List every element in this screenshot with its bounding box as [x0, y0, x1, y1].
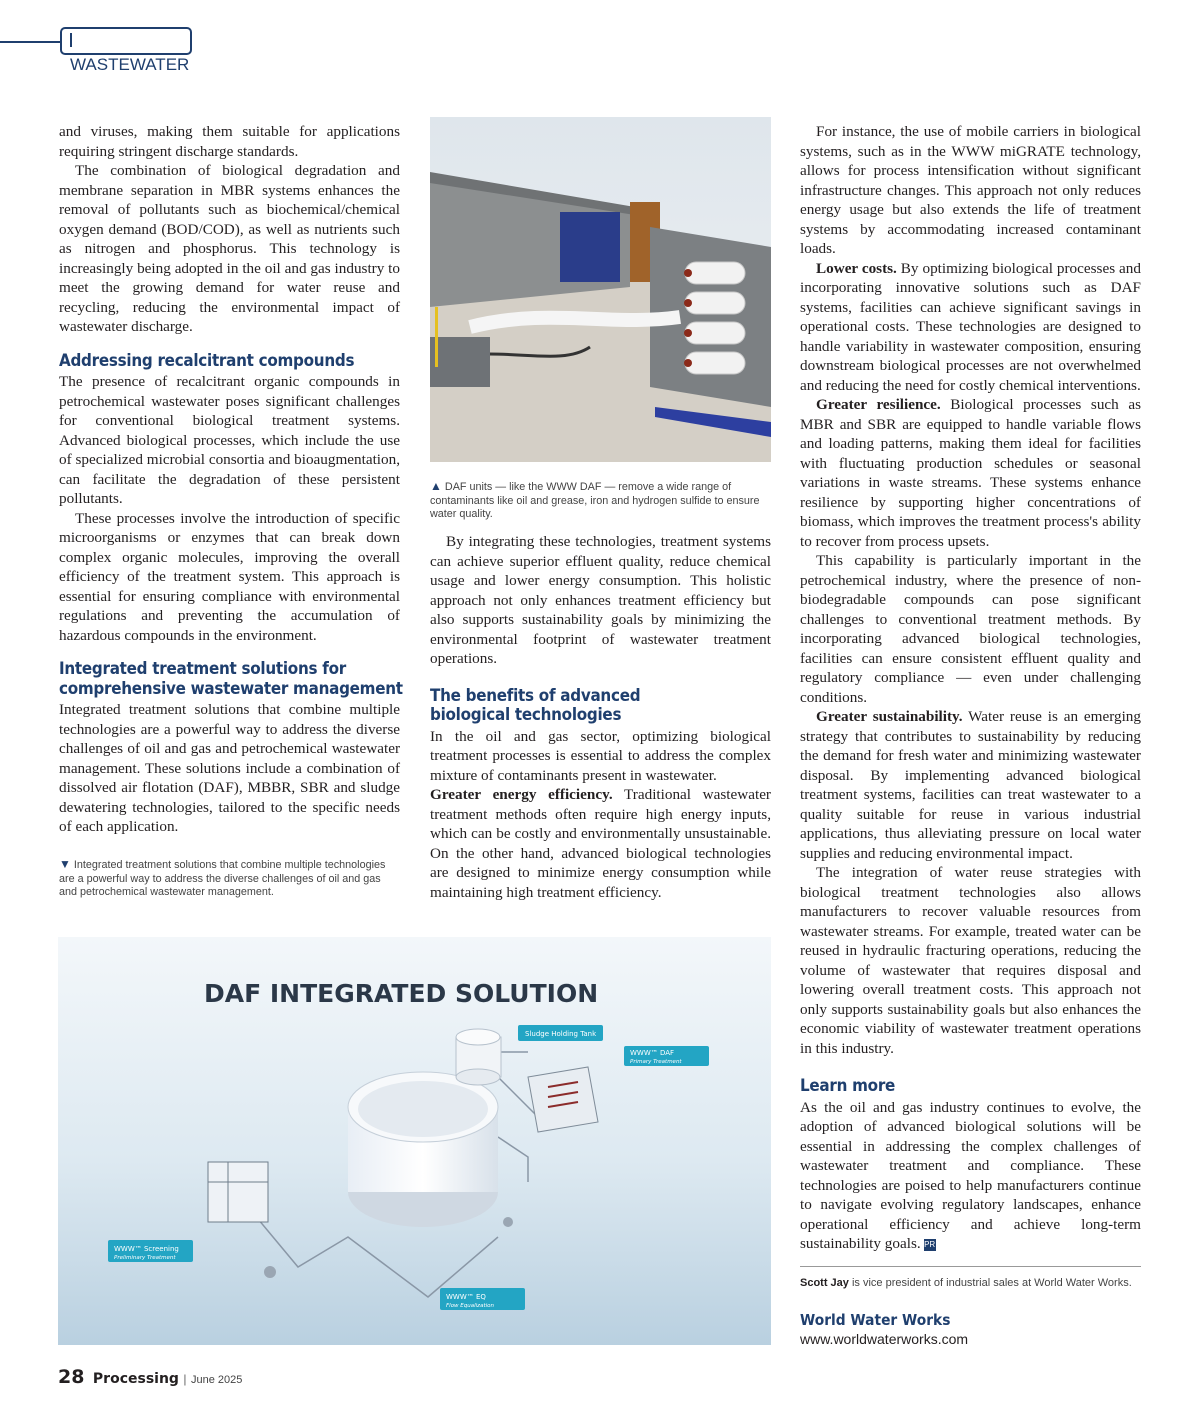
label-eq-name: WWW™ EQ	[446, 1293, 486, 1301]
heading-line: Integrated treatment solutions for	[59, 659, 346, 678]
bio-rule	[800, 1266, 1141, 1267]
pr-logo-icon: PR	[924, 1239, 936, 1249]
section-tag-bar	[70, 33, 72, 47]
section-label: WASTEWATER	[70, 55, 190, 74]
label-screening	[108, 1240, 193, 1262]
label-daf-sub: Primary Treatment	[630, 1059, 682, 1065]
col3-paragraph	[800, 707, 1141, 863]
page-number: 28	[58, 1366, 85, 1388]
diagram-title: DAF INTEGRATED SOLUTION	[204, 979, 599, 1008]
author-bio	[800, 1277, 1141, 1291]
author-name: Scott Jay	[800, 1277, 849, 1289]
issue-date: June 2025	[190, 1374, 243, 1386]
col1-paragraph: Integrated treatment solutions that combine multiple technologies are a powerful way to address the diverse challenges of oil and gas and petrochemical wastewater management. These solutions include a combination of dissolved air flotation (DAF), MBBR, SBR and sludge dewatering technologies, tailored to the specific needs of each application.	[59, 701, 400, 835]
label-sludge-text: Sludge Holding Tank	[525, 1030, 597, 1038]
header-rule	[0, 41, 60, 43]
photo-caption	[430, 480, 771, 522]
column-3	[800, 122, 1141, 1254]
label-screening-sub: Preliminary Treatment	[114, 1255, 176, 1261]
heading-benefits	[430, 686, 744, 725]
label-eq	[440, 1288, 525, 1310]
col3-paragraph: For instance, the use of mobile carriers in biological systems, such as in the WWW miGRATE technology, allows for process intensification without significant infrastructure changes. This approach not only reduces energy usage but also extends the life of treatment systems by accommodating increased contaminant loads.	[800, 123, 1141, 257]
section-tag	[60, 27, 192, 74]
col3-paragraph	[800, 259, 1141, 396]
heading-integrated	[59, 659, 403, 698]
col1-paragraph: and viruses, making them suitable for applications requiring stringent discharge standards.	[59, 123, 400, 160]
page-footer	[58, 1366, 242, 1388]
caption-text: Integrated treatment solutions that combine multiple technologies are a powerful way to address the diverse challenges of oil and gas and petrochemical wastewater management.	[59, 859, 386, 898]
col3-paragraph: The integration of water reuse strategies with biological treatment technologies also allows manufacturers to recover valuable resources from wastewater streams. For example, treated water can be reused in hydraulic fracturing operations, reducing the volume of wastewater that requires disposal and lowering overall treatment costs. This approach not only supports sustainability goals but also enhances the economic viability of wastewater treatment operations in this industry.	[800, 864, 1141, 1057]
lead-in: Greater resilience.	[816, 396, 941, 413]
heading-learn-more: Learn more	[800, 1076, 896, 1095]
paragraph-text: By optimizing biological processes and incorporating innovative solutions such as DAF systems, facilities can achieve significant savings in operational costs. These technologies are designed to handle variability in wastewater composition, ensuring downstream biological processes are not overwhelmed and reducing the need for costly chemical interventions.	[800, 259, 1141, 394]
company-url[interactable]: www.worldwaterworks.com	[800, 1331, 969, 1347]
col3-paragraph	[800, 1098, 1141, 1254]
lead-in: Greater energy efficiency.	[430, 786, 613, 803]
col3-paragraph: This capability is particularly important in the petrochemical industry, where the presence of non-biodegradable compounds can pose significant challenges to conventional treatment methods. By incorporating advanced biological technologies, facilities can ensure consistent effluent quality and regulatory compliance — even under challenging conditions.	[800, 552, 1141, 706]
col3-paragraph	[800, 395, 1141, 551]
triangle-down-icon: ▼	[59, 857, 71, 871]
paragraph-text: Water reuse is an emerging strategy that contributes to sustainability by reducing the demand for fresh water and minimizing wastewater disposal. By implementing advanced biological treatment systems, facilities can treat wastewater to a quality suitable for reuse in various industrial applications, thus alleviating pressure on local water supplies and reducing environmental impact.	[800, 708, 1141, 862]
column-2	[430, 532, 771, 902]
footer-divider: |	[183, 1372, 187, 1386]
diagram-svg	[58, 937, 771, 1345]
label-daf	[624, 1046, 709, 1066]
col1-paragraph: The presence of recalcitrant organic compounds in petrochemical wastewater poses significant challenges for conventional biological treatment systems. Advanced biological processes, which include the use of specialized microbial consortia and bioaugmentation, can facilitate the degradation of these persistent pollutants.	[59, 373, 400, 507]
label-daf-name: WWW™ DAF	[630, 1049, 675, 1057]
paragraph-text: Traditional wastewater treatment methods often require high energy inputs, which can be costly and environmentally unsustainable. On the other hand, advanced biological technologies are designed to minimize energy consumption while maintaining high treatment efficiency.	[430, 786, 771, 901]
col1-paragraph: These processes involve the introduction of specific microorganisms or enzymes that can break down complex organic molecules, improving the overall efficiency of the treatment system. This approach is essential for ensuring compliance with environmental regulations and preventing the accumulation of hazardous compounds in the environment.	[59, 509, 400, 644]
daf-photo	[430, 117, 771, 462]
paragraph-text: Biological processes such as MBR and SBR are equipped to handle variable flows and loading patterns, making them ideal for facilities with fluctuating production schedules or seasonal variations in waste streams. These systems enhance resilience by supporting higher concentrations of biomass, which improves the treatment process's ability to recover from process upsets.	[800, 396, 1141, 550]
company-block	[800, 1310, 1141, 1348]
col2-paragraph: By integrating these technologies, treatment systems can achieve superior effluent quality, reduce chemical usage and lower energy consumption. This holistic approach not only enhances treatment efficiency but also supports sustainability goals by minimizing the environmental footprint of wastewater treatment operations.	[430, 533, 771, 667]
caption-text: DAF units — like the WWW DAF — remove a wide range of contaminants like oil and grease, iron and hydrogen sulfide to ensure water quality.	[430, 481, 760, 520]
bio-text: is vice president of industrial sales at World Water Works.	[848, 1277, 1132, 1289]
column-1	[59, 122, 403, 837]
company-name: World Water Works	[800, 1311, 951, 1329]
lead-in: Lower costs.	[816, 259, 897, 277]
daf-integrated-diagram	[58, 937, 771, 1345]
col2-paragraph: In the oil and gas sector, optimizing biological treatment processes is essential to address the complex mixture of contaminants present in wastewater.	[430, 727, 771, 784]
heading-line: The benefits of advanced	[430, 685, 641, 705]
label-sludge	[518, 1025, 603, 1041]
col1-paragraph: The combination of biological degradation and membrane separation in MBR systems enhances the removal of pollutants such as biochemical/chemical oxygen demand (BOD/COD), as well as nutrients such as nitrogen and phosphorus. This technology is increasingly being adopted in the oil and gas industry to meet the growing demand for water reuse and recycling, reducing the environmental impact of wastewater discharge.	[59, 162, 400, 335]
heading-line: biological technologies	[430, 705, 622, 724]
paragraph-text: As the oil and gas industry continues to evolve, the adoption of advanced biological solutions will be essential in addressing the complex challenges of wastewater treatment and compliance. These technologies are poised to help manufacturers continue to navigate evolving regulatory landscapes, enhance operational efficiency and achieve long-term sustainability goals.	[800, 1098, 1141, 1252]
col2-paragraph	[430, 785, 771, 902]
label-screening-name: WWW™ Screening	[114, 1245, 179, 1253]
heading-line: comprehensive wastewater management	[59, 678, 403, 698]
label-eq-sub: Flow Equalization	[446, 1303, 494, 1309]
magazine-name: Processing	[92, 1371, 179, 1387]
diagram-caption	[59, 858, 400, 900]
heading-recalcitrant: Addressing recalcitrant compounds	[59, 350, 355, 370]
triangle-up-icon: ▲	[430, 479, 442, 493]
lead-in: Greater sustainability.	[816, 708, 963, 725]
daf-photo-illustration	[430, 117, 771, 462]
